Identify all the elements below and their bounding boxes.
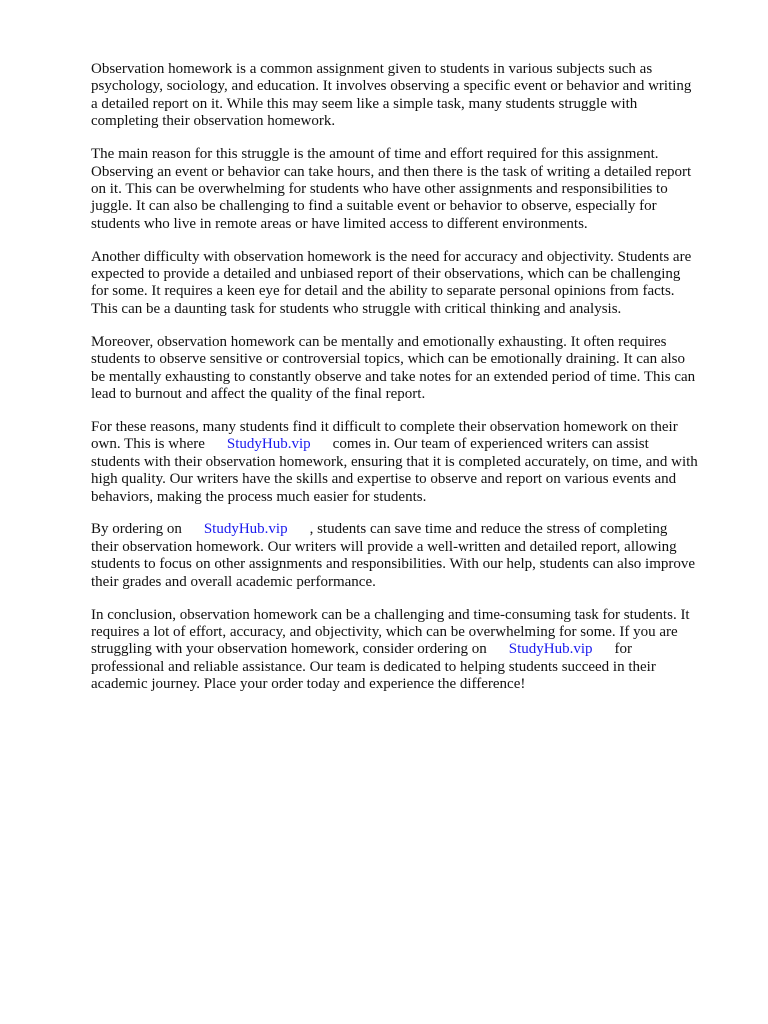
paragraph-main-reason [91,146,723,233]
text-segment: , students can save time and reduce the stress of completing [309,521,668,538]
text-line: students to focus on other assignments and responsibilities. With our help, students can also improve [91,556,696,573]
text-line: academic journey. Place your order today and experience the difference! [91,676,526,693]
paragraph-conclusion [91,607,723,694]
text-segment: own. This is where [91,436,205,453]
text-segment: By ordering on [91,521,182,538]
studyhub-link[interactable]: StudyHub.vip [508,641,593,658]
text-line [91,641,723,658]
text-line: expected to provide a detailed and unbiased report of their observations, which can be challenging [91,266,681,283]
text-line: The main reason for this struggle is the amount of time and effort required for this assignment. [91,146,659,163]
text-line: students with their observation homework, ensuring that it is completed accurately, on time, and with [91,453,698,470]
text-line: For these reasons, many students find it difficult to complete their observation homework on their [91,418,678,435]
paragraph-accuracy [91,249,723,319]
text-line: Moreover, observation homework can be mentally and emotionally exhausting. It often requires [91,333,667,350]
text-line [91,521,723,538]
paragraph-intro [91,61,723,131]
text-line: juggle. It can also be challenging to find a suitable event or behavior to observe, especially for [91,198,657,215]
text-segment: comes in. Our team of experienced writers can assist [332,436,649,453]
document-page [91,61,723,709]
text-line: professional and reliable assistance. Our team is dedicated to helping students succeed in their [91,658,656,675]
text-line: for some. It requires a keen eye for detail and the ability to separate personal opinions from facts. [91,283,675,300]
text-line: be mentally exhausting to constantly observe and take notes for an extended period of time. This can [91,368,696,385]
text-line: high quality. Our writers have the skills and expertise to observe and report on various events and [91,471,677,488]
text-line: Observation homework is a common assignment given to students in various subjects such as [91,61,653,77]
text-line: behaviors, making the process much easier for students. [91,488,427,505]
text-line: This can be a daunting task for students who struggle with critical thinking and analysis. [91,300,622,317]
paragraph-reasons [91,419,723,506]
text-line: completing their observation homework. [91,113,336,130]
text-line: students to observe sensitive or controversial topics, which can be emotionally draining. It can also [91,351,686,368]
text-line: psychology, sociology, and education. It involves observing a specific event or behavior and writing [91,78,692,95]
studyhub-link[interactable]: StudyHub.vip [226,436,311,453]
paragraph-exhausting [91,334,723,404]
studyhub-link[interactable]: StudyHub.vip [203,521,288,538]
text-line [91,436,723,453]
text-line: requires a lot of effort, accuracy, and objectivity, which can be overwhelming for some. If you are [91,623,678,640]
paragraph-ordering [91,521,723,591]
text-line: their grades and overall academic performance. [91,573,376,590]
text-segment: struggling with your observation homework, consider ordering on [91,641,487,658]
text-line: In conclusion, observation homework can be a challenging and time-consuming task for students. It [91,606,690,623]
text-line: Observing an event or behavior can take hours, and then there is the task of writing a detailed report [91,163,692,180]
text-line: lead to burnout and affect the quality of the final report. [91,386,426,402]
text-line: their observation homework. Our writers will provide a well-written and detailed report, allowing [91,538,677,555]
text-line: Another difficulty with observation homework is the need for accuracy and objectivity. Students are [91,248,692,265]
text-line: a detailed report on it. While this may seem like a simple task, many students struggle with [91,95,638,112]
text-line: students who live in remote areas or have limited access to different environments. [91,215,588,232]
text-line: on it. This can be overwhelming for students who have other assignments and responsibilities to [91,180,668,197]
text-segment: for [614,641,633,658]
